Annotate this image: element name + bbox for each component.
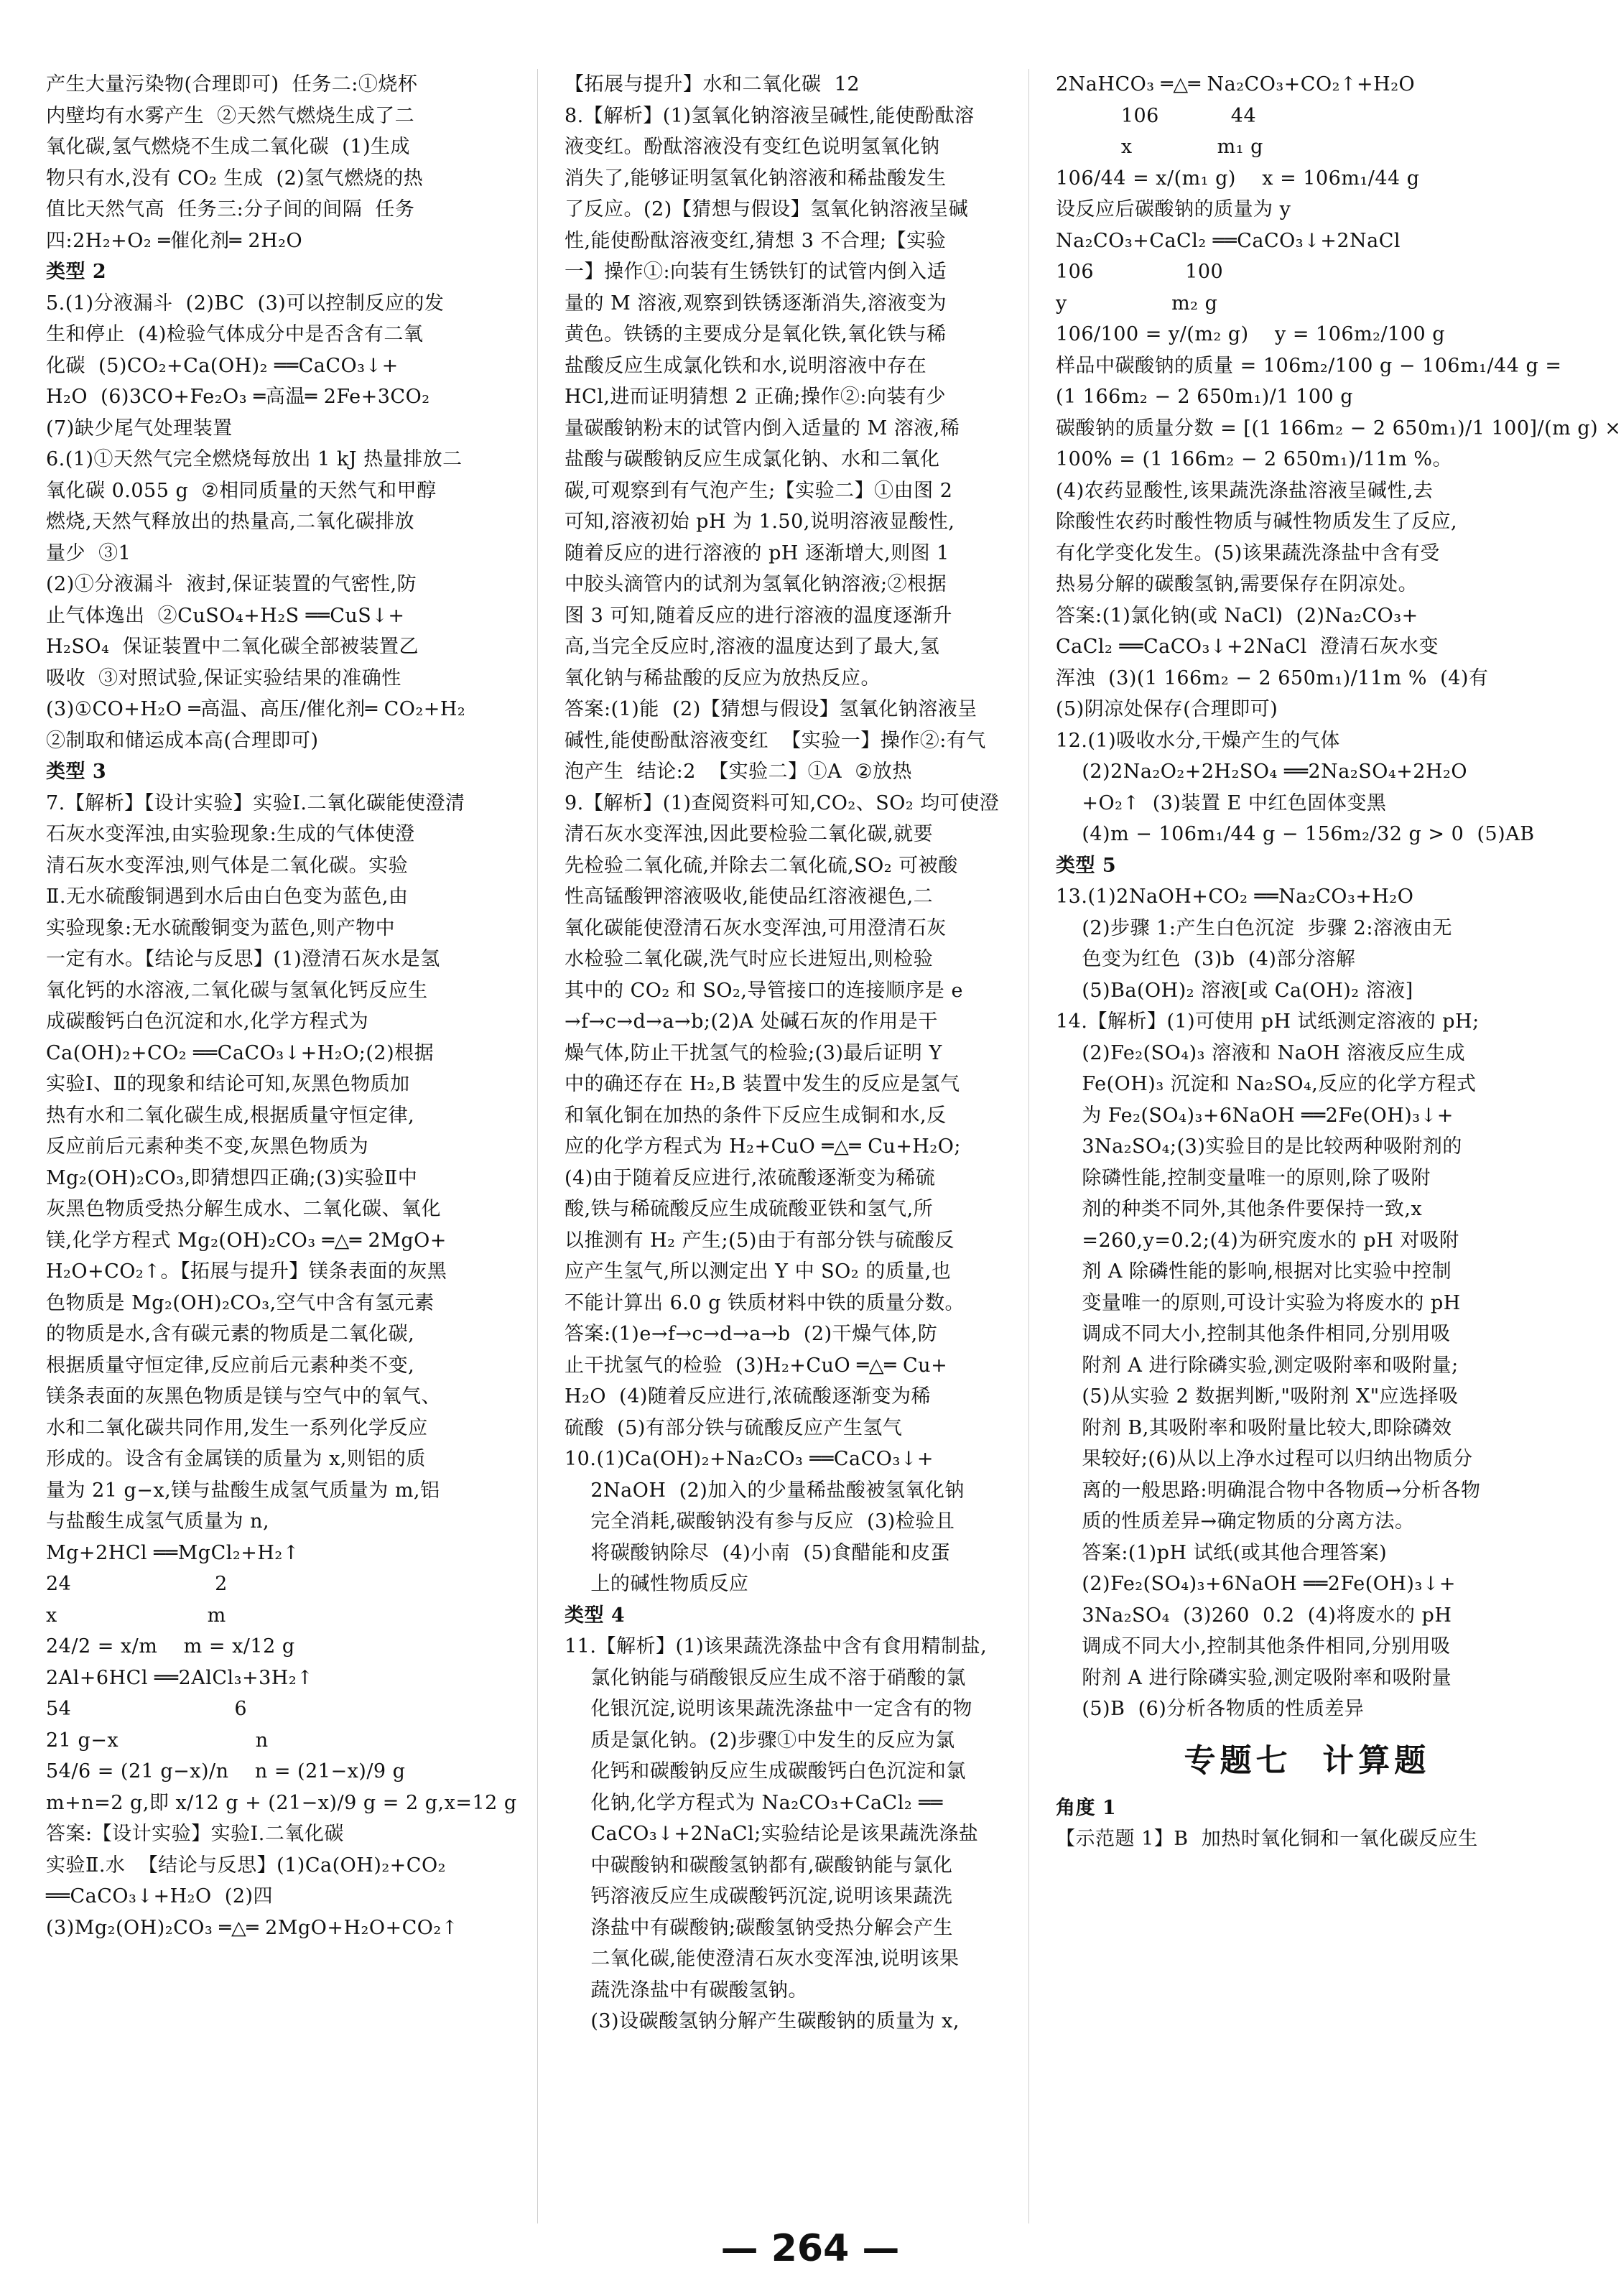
text-line: (5)B (6)分析各物质的性质差异 — [1056, 1698, 1365, 1720]
text-line: CaCl₂ ══CaCO₃↓+2NaCl 澄清石灰水变 — [1056, 636, 1439, 658]
text-line: 24 2 — [46, 1573, 228, 1595]
type-heading: 类型 4 — [565, 1604, 626, 1627]
text-line: 氧化碳能使澄清石灰水变浑浊,可用澄清石灰 — [565, 916, 947, 939]
text-line: 答案:(1)pH 试纸(或其他合理答案) — [1056, 1541, 1388, 1564]
text-line: 图 3 可知,随着反应的进行溶液的温度逐渐升 — [565, 604, 952, 627]
text-line: 其中的 CO₂ 和 SO₂,导管接口的连接顺序是 e — [565, 979, 963, 1002]
text-line: Mg+2HCl ══MgCl₂+H₂↑ — [46, 1541, 299, 1564]
text-line: 106/100 = y/(m₂ g) y = 106m₂/100 g — [1056, 323, 1445, 345]
text-line: 21 g−x n — [46, 1729, 269, 1752]
text-line: 量碳酸钠粉末的试管内倒入适量的 M 溶液,稀 — [565, 417, 960, 440]
text-line: 止气体逸出 ②CuSO₄+H₂S ══CuS↓+ — [46, 604, 405, 627]
text-line: x m₁ g — [1056, 136, 1263, 158]
text-line: 可知,溶液初始 pH 为 1.50,说明溶液显酸性, — [565, 511, 955, 533]
text-line: 实验现象:无水硫酸铜变为蓝色,则产物中 — [46, 916, 396, 939]
text-line: Ⅱ.无水硫酸铜遇到水后由白色变为蓝色,由 — [46, 886, 409, 908]
text-line: 答案:(1)e→f→c→d→a→b (2)干燥气体,防 — [565, 1323, 938, 1345]
text-line: 106 44 — [1056, 104, 1257, 127]
text-line: 盐酸与碳酸钠反应生成氯化钠、水和二氧化 — [565, 448, 940, 470]
text-line: 形成的。设含有金属镁的质量为 x,则铝的质 — [46, 1448, 426, 1470]
text-line: 7.【解析】【设计实验】实验Ⅰ.二氧化碳能使澄清 — [46, 791, 465, 814]
text-line: 剂 A 除磷性能的影响,根据对比实验中控制 — [1056, 1260, 1452, 1283]
text-line: 量少 ③1 — [46, 542, 131, 564]
text-line: 碱性,能使酚酞溶液变红 【实验一】操作②:有气 — [565, 729, 986, 752]
text-line: 除酸性农药时酸性物质与碱性物质发生了反应, — [1056, 511, 1458, 533]
text-line: (5)从实验 2 数据判断,"吸附剂 X"应选择吸 — [1056, 1385, 1459, 1408]
text-line: 泡产生 结论:2 【实验二】①A ②放热 — [565, 761, 912, 783]
text-line: 先检验二氧化硫,并除去二氧化硫,SO₂ 可被酸 — [565, 854, 958, 877]
text-line: 54 6 — [46, 1698, 248, 1720]
text-line: 3Na₂SO₄;(3)实验目的是比较两种吸附剂的 — [1056, 1135, 1462, 1158]
text-line: 水检验二氧化碳,洗气时应长进短出,则检验 — [565, 948, 934, 970]
text-line: 为 Fe₂(SO₄)₃+6NaOH ══2Fe(OH)₃↓+ — [1056, 1104, 1454, 1127]
text-line: 应产生氢气,所以测定出 Y 中 SO₂ 的质量,也 — [565, 1260, 952, 1283]
text-line: (2)Fe₂(SO₄)₃ 溶液和 NaOH 溶液反应生成 — [1056, 1041, 1466, 1064]
text-line: 氧化钠与稀盐酸的反应为放热反应。 — [565, 666, 881, 689]
text-line: 吸收 ③对照试验,保证实验结果的准确性 — [46, 666, 401, 689]
text-line: (4)由于随着反应进行,浓硫酸逐渐变为稀硫 — [565, 1166, 936, 1189]
text-line: 12.(1)吸收水分,干燥产生的气体 — [1056, 729, 1340, 752]
text-line: 中的确还存在 H₂,B 装置中发生的反应是氢气 — [565, 1073, 960, 1095]
text-line: 9.【解析】(1)查阅资料可知,CO₂、SO₂ 均可使澄 — [565, 791, 1000, 814]
text-line: (2)①分液漏斗 液封,保证装置的气密性,防 — [46, 573, 417, 595]
text-line: 化钠,化学方程式为 Na₂CO₃+CaCl₂ ══ — [565, 1791, 943, 1814]
left-column — [46, 69, 520, 1943]
text-line: 碳,可观察到有气泡产生;【实验二】①由图 2 — [565, 479, 953, 502]
text-line: 除磷性能,控制变量唯一的原则,除了吸附 — [1056, 1166, 1431, 1189]
text-line: 蔬洗涤盐中有碳酸氢钠。 — [565, 1979, 808, 2002]
text-line: ②制取和储运成本高(合理即可) — [46, 729, 319, 752]
text-line: →f→c→d→a→b;(2)A 处碱石灰的作用是干 — [565, 1010, 938, 1033]
text-line: 止干扰氢气的检验 (3)H₂+CuO ═△═ Cu+ — [565, 1354, 948, 1377]
text-line: 11.【解析】(1)该果蔬洗涤盐中含有食用精制盐, — [565, 1635, 988, 1658]
text-line: 灰黑色物质受热分解生成水、二氧化碳、氧化 — [46, 1198, 441, 1220]
text-line: 量为 21 g−x,镁与盐酸生成氢气质量为 m,铝 — [46, 1479, 440, 1502]
text-line: HCl,进而证明猜想 2 正确;操作②:向装有少 — [565, 386, 946, 408]
text-line: 物只有水,没有 CO₂ 生成 (2)氢气燃烧的热 — [46, 167, 424, 190]
text-line: 实验Ⅱ.水 【结论与反思】(1)Ca(OH)₂+CO₂ — [46, 1854, 446, 1877]
text-line: (4)农药显酸性,该果蔬洗涤盐溶液呈碱性,去 — [1056, 479, 1434, 502]
text-line: y m₂ g — [1056, 292, 1218, 315]
text-line: =260,y=0.2;(4)为研究废水的 pH 对吸附 — [1056, 1229, 1459, 1252]
right-column — [1056, 69, 1621, 1855]
text-line: m+n=2 g,即 x/12 g + (21−x)/9 g = 2 g,x=12 g — [46, 1791, 517, 1814]
text-line: 答案:【设计实验】实验Ⅰ.二氧化碳 — [46, 1823, 344, 1845]
text-line: (5)阴凉处保存(合理即可) — [1056, 698, 1278, 720]
text-line: 完全消耗,碳酸钠没有参与反应 (3)检验且 — [565, 1510, 955, 1533]
text-line: 调成不同大小,控制其他条件相同,分别用吸 — [1056, 1323, 1451, 1345]
text-line: 6.(1)①天然气完全燃烧每放出 1 kJ 热量排放二 — [46, 448, 463, 470]
text-line: 答案:(1)能 (2)【猜想与假设】氢氧化钠溶液呈 — [565, 698, 977, 720]
text-line: 涤盐中有碳酸钠;碳酸氢钠受热分解会产生 — [565, 1916, 953, 1939]
text-line: 5.(1)分液漏斗 (2)BC (3)可以控制反应的发 — [46, 292, 445, 315]
text-line: 氯化钠能与硝酸银反应生成不溶于硝酸的氯 — [565, 1666, 966, 1689]
text-line: (1 166m₂ − 2 650m₁)/1 100 g — [1056, 386, 1354, 408]
text-line: 液变红。酚酞溶液没有变红色说明氢氧化钠 — [565, 136, 940, 158]
text-line: 不能计算出 6.0 g 铁质材料中铁的质量分数。 — [565, 1291, 965, 1314]
text-line: x m — [46, 1604, 226, 1627]
text-line: CaCO₃↓+2NaCl;实验结论是该果蔬洗涤盐 — [565, 1823, 979, 1845]
text-line: 果较好;(6)从以上净水过程可以归纳出物质分 — [1056, 1448, 1473, 1470]
text-line: 将碳酸钠除尽 (4)小南 (5)食醋能和皮蛋 — [565, 1541, 951, 1564]
text-line: 106/44 = x/(m₁ g) x = 106m₁/44 g — [1056, 167, 1420, 190]
text-line: (2)2Na₂O₂+2H₂SO₄ ══2Na₂SO₄+2H₂O — [1056, 761, 1467, 783]
text-line: 碳酸钠的质量分数 = [(1 166m₂ − 2 650m₁)/1 100]/(m g) × — [1056, 417, 1621, 440]
text-line: 石灰水变浑浊,由实验现象:生成的气体使澄 — [46, 823, 415, 845]
text-line: 2NaOH (2)加入的少量稀盐酸被氢氧化钠 — [565, 1479, 965, 1502]
text-line: 质的性质差异→确定物质的分离方法。 — [1056, 1510, 1415, 1533]
text-line: 盐酸反应生成氯化铁和水,说明溶液中存在 — [565, 354, 927, 377]
text-line: 实验Ⅰ、Ⅱ的现象和结论可知,灰黑色物质加 — [46, 1073, 410, 1095]
text-line: 14.【解析】(1)可使用 pH 试纸测定溶液的 pH; — [1056, 1010, 1480, 1033]
text-line: 调成不同大小,控制其他条件相同,分别用吸 — [1056, 1635, 1451, 1658]
text-line: 酸,铁与稀硫酸反应生成硫酸亚铁和氢气,所 — [565, 1198, 934, 1220]
text-line: Mg₂(OH)₂CO₃,即猜想四正确;(3)实验Ⅱ中 — [46, 1166, 418, 1189]
text-line: 质是氯化钠。(2)步骤①中发生的反应为氯 — [565, 1729, 955, 1752]
text-line: Fe(OH)₃ 沉淀和 Na₂SO₄,反应的化学方程式 — [1056, 1073, 1477, 1095]
text-line: 化钙和碳酸钠反应生成碳酸钙白色沉淀和氯 — [565, 1760, 966, 1783]
text-line: 二氧化碳,能使澄清石灰水变浑浊,说明该果 — [565, 1948, 960, 1970]
text-line: 高,当完全反应时,溶液的温度达到了最大,氢 — [565, 636, 940, 658]
text-line: 量的 M 溶液,观察到铁锈逐渐消失,溶液变为 — [565, 292, 947, 315]
text-line: 化银沉淀,说明该果蔬洗涤盐中一定含有的物 — [565, 1698, 972, 1720]
text-line: 24/2 = x/m m = x/12 g — [46, 1635, 295, 1658]
text-line: 一定有水。【结论与反思】(1)澄清石灰水是氢 — [46, 948, 440, 970]
text-line: 中碳酸钠和碳酸氢钠都有,碳酸钠能与氯化 — [565, 1854, 953, 1877]
text-line: 生和停止 (4)检验气体成分中是否含有二氧 — [46, 323, 424, 345]
text-line: 和氧化铜在加热的条件下反应生成铜和水,反 — [565, 1104, 947, 1127]
text-line: 附剂 A 进行除磷实验,测定吸附率和吸附量 — [1056, 1666, 1452, 1689]
text-line: Na₂CO₃+CaCl₂ ══CaCO₃↓+2NaCl — [1056, 229, 1401, 252]
text-line: 【示范题 1】B 加热时氧化铜和一氧化碳反应生 — [1056, 1828, 1478, 1850]
text-line: H₂O+CO₂↑。【拓展与提升】镁条表面的灰黑 — [46, 1260, 447, 1283]
text-line: 浑浊 (3)(1 166m₂ − 2 650m₁)/11m % (4)有 — [1056, 666, 1489, 689]
text-line: 13.(1)2NaOH+CO₂ ══Na₂CO₃+H₂O — [1056, 886, 1414, 908]
text-line: 以推测有 H₂ 产生;(5)由于有部分铁与硫酸反 — [565, 1229, 955, 1252]
text-line: 热有水和二氧化碳生成,根据质量守恒定律, — [46, 1104, 415, 1127]
text-line: 氧化碳,氢气燃烧不生成二氧化碳 (1)生成 — [46, 136, 410, 158]
text-line: 应的化学方程式为 H₂+CuO ═△═ Cu+H₂O; — [565, 1135, 961, 1158]
type-heading: 类型 5 — [1056, 854, 1117, 877]
text-line: 色变为红色 (3)b (4)部分溶解 — [1056, 948, 1356, 970]
text-line: 3Na₂SO₄ (3)260 0.2 (4)将废水的 pH — [1056, 1604, 1452, 1627]
text-line: 氧化钙的水溶液,二氧化碳与氢氧化钙反应生 — [46, 979, 428, 1002]
text-line: 四:2H₂+O₂ ═催化剂═ 2H₂O — [46, 229, 303, 252]
text-line: H₂O (6)3CO+Fe₂O₃ ═高温═ 2Fe+3CO₂ — [46, 386, 430, 408]
text-line: (7)缺少尾气处理装置 — [46, 417, 233, 440]
text-line: 燥气体,防止干扰氢气的检验;(3)最后证明 Y — [565, 1041, 942, 1064]
section-title: 专题七 计算题 — [1184, 1742, 1431, 1779]
text-line: 氧化碳 0.055 g ②相同质量的天然气和甲醇 — [46, 479, 437, 502]
text-line: 性高锰酸钾溶液吸收,能使品红溶液褪色,二 — [565, 886, 934, 908]
text-line: (2)Fe₂(SO₄)₃+6NaOH ══2Fe(OH)₃↓+ — [1056, 1573, 1457, 1595]
text-line: Ca(OH)₂+CO₂ ══CaCO₃↓+H₂O;(2)根据 — [46, 1041, 435, 1064]
text-line: +O₂↑ (3)装置 E 中红色固体变黑 — [1056, 791, 1387, 814]
text-line: 化碳 (5)CO₂+Ca(OH)₂ ══CaCO₃↓+ — [46, 354, 399, 377]
text-line: 106 100 — [1056, 261, 1224, 283]
text-line: 值比天然气高 任务三:分子间的间隔 任务 — [46, 198, 415, 220]
text-line: 离的一般思路:明确混合物中各物质→分析各物 — [1056, 1479, 1481, 1502]
text-line: 清石灰水变浑浊,因此要检验二氧化碳,就要 — [565, 823, 934, 845]
text-line: (3)设碳酸氢钠分解产生碳酸钠的质量为 x, — [565, 2010, 960, 2032]
type-heading: 类型 3 — [46, 761, 107, 783]
text-line: 一】操作①:向装有生锈铁钉的试管内倒入适 — [565, 261, 947, 283]
text-line: 的物质是水,含有碳元素的物质是二氧化碳, — [46, 1323, 415, 1345]
text-line: 根据质量守恒定律,反应前后元素种类不变, — [46, 1354, 415, 1377]
text-line: 钙溶液反应生成碳酸钙沉淀,说明该果蔬洗 — [565, 1885, 953, 1907]
text-line: 镁,化学方程式 Mg₂(OH)₂CO₃ ═△═ 2MgO+ — [46, 1229, 447, 1252]
text-line: 黄色。铁锈的主要成分是氧化铁,氧化铁与稀 — [565, 323, 947, 345]
text-line: 色物质是 Mg₂(OH)₂CO₃,空气中含有氢元素 — [46, 1291, 435, 1314]
page-number: — 264 — — [720, 2227, 900, 2270]
text-line: 设反应后碳酸钠的质量为 y — [1056, 198, 1291, 220]
text-line: H₂O (4)随着反应进行,浓硫酸逐渐变为稀 — [565, 1385, 931, 1408]
text-line: 【拓展与提升】水和二氧化碳 12 — [565, 73, 860, 96]
text-line: H₂SO₄ 保证装置中二氧化碳全部被装置乙 — [46, 636, 419, 658]
text-line: 剂的种类不同外,其他条件要保持一致,x — [1056, 1198, 1423, 1220]
text-line: 硫酸 (5)有部分铁与硫酸反应产生氢气 — [565, 1416, 903, 1439]
text-line: 水和二氧化碳共同作用,发生一系列化学反应 — [46, 1416, 428, 1439]
text-line: 燃烧,天然气释放出的热量高,二氧化碳排放 — [46, 511, 415, 533]
text-line: 产生大量污染物(合理即可) 任务二:①烧杯 — [46, 73, 418, 96]
text-line: 2Al+6HCl ══2AlCl₃+3H₂↑ — [46, 1666, 314, 1689]
text-line: 反应前后元素种类不变,灰黑色物质为 — [46, 1135, 369, 1158]
column-divider — [537, 69, 538, 2223]
text-line: 消失了,能够证明氢氧化钠溶液和稀盐酸发生 — [565, 167, 947, 190]
text-line: 上的碱性物质反应 — [565, 1573, 749, 1595]
text-line: (4)m − 106m₁/44 g − 156m₂/32 g > 0 (5)AB — [1056, 823, 1535, 845]
text-line: 了反应。(2)【猜想与假设】氢氧化钠溶液呈碱 — [565, 198, 969, 220]
text-line: 8.【解析】(1)氢氧化钠溶液呈碱性,能使酚酞溶 — [565, 104, 975, 127]
middle-column — [565, 69, 1039, 2037]
text-line: 热易分解的碳酸氢钠,需要保存在阴凉处。 — [1056, 573, 1418, 595]
text-line: 中胶头滴管内的试剂为氢氧化钠溶液;②根据 — [565, 573, 947, 595]
text-line: 内壁均有水雾产生 ②天然气燃烧生成了二 — [46, 104, 415, 127]
text-line: 答案:(1)氯化钠(或 NaCl) (2)Na₂CO₃+ — [1056, 604, 1418, 627]
text-line: 有化学变化发生。(5)该果蔬洗涤盐中含有受 — [1056, 542, 1440, 564]
text-line: 随着反应的进行溶液的 pH 逐渐增大,则图 1 — [565, 542, 949, 564]
text-line: (5)Ba(OH)₂ 溶液[或 Ca(OH)₂ 溶液] — [1056, 979, 1413, 1002]
type-heading: 角度 1 — [1056, 1796, 1117, 1819]
text-line: 附剂 A 进行除磷实验,测定吸附率和吸附量; — [1056, 1354, 1459, 1377]
text-line: 变量唯一的原则,可设计实验为将废水的 pH — [1056, 1291, 1461, 1314]
text-line: ══CaCO₃↓+H₂O (2)四 — [46, 1885, 274, 1907]
text-line: 与盐酸生成氢气质量为 n, — [46, 1510, 270, 1533]
text-line: 镁条表面的灰黑色物质是镁与空气中的氧气、 — [46, 1385, 441, 1408]
text-line: 清石灰水变浑浊,则气体是二氧化碳。实验 — [46, 854, 409, 877]
text-line: 54/6 = (21 g−x)/n n = (21−x)/9 g — [46, 1760, 406, 1783]
text-line: 2NaHCO₃ ═△═ Na₂CO₃+CO₂↑+H₂O — [1056, 73, 1416, 96]
text-line: (2)步骤 1:产生白色沉淀 步骤 2:溶液由无 — [1056, 916, 1452, 939]
text-line: 性,能使酚酞溶液变红,猜想 3 不合理;【实验 — [565, 229, 947, 252]
text-line: (3)Mg₂(OH)₂CO₃ ═△═ 2MgO+H₂O+CO₂↑ — [46, 1916, 458, 1939]
text-line: 10.(1)Ca(OH)₂+Na₂CO₃ ══CaCO₃↓+ — [565, 1448, 934, 1470]
text-line: (3)①CO+H₂O ═高温、高压/催化剂═ CO₂+H₂ — [46, 698, 466, 720]
text-line: 样品中碳酸钠的质量 = 106m₂/100 g − 106m₁/44 g = — [1056, 354, 1562, 377]
text-line: 100% = (1 166m₂ − 2 650m₁)/11m %。 — [1056, 448, 1453, 470]
type-heading: 类型 2 — [46, 261, 107, 283]
text-line: 附剂 B,其吸附率和吸附量比较大,即除磷效 — [1056, 1416, 1452, 1439]
text-line: 成碳酸钙白色沉淀和水,化学方程式为 — [46, 1010, 369, 1033]
